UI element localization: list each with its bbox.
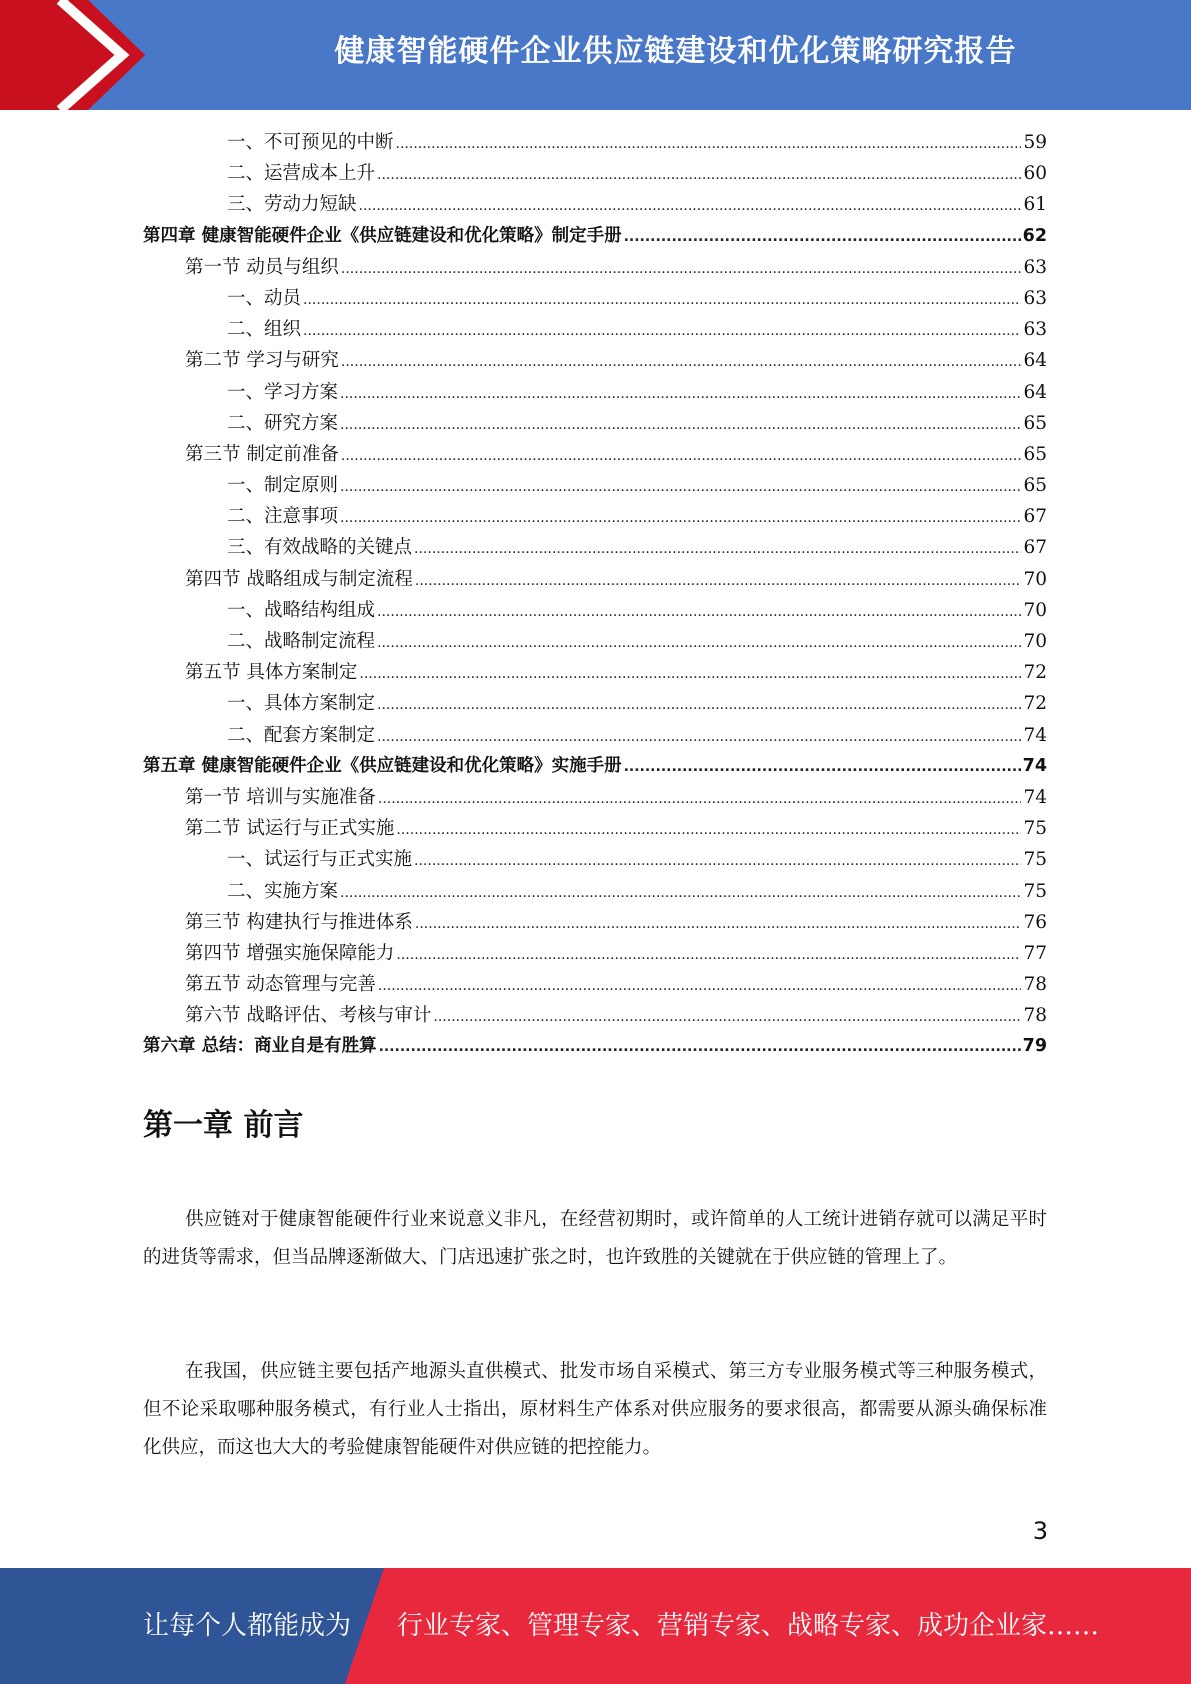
toc-entry-title: 三、有效战略的关键点 — [227, 537, 413, 559]
toc-dot-leader — [340, 410, 1021, 441]
toc-dot-leader — [359, 659, 1021, 690]
toc-dot-leader — [340, 472, 1021, 503]
toc-entry-title: 一、制定原则 — [227, 475, 339, 497]
toc-dot-leader — [377, 628, 1021, 659]
toc-page-number: 72 — [1023, 662, 1047, 684]
toc-subsection-entry[interactable] — [143, 158, 1047, 189]
footer-slogan-left: 让每个人都能成为 — [143, 1611, 352, 1641]
toc-page-number: 64 — [1023, 381, 1047, 403]
toc-dot-leader — [377, 690, 1021, 721]
toc-entry-title: 第六节 战略评估、考核与审计 — [185, 1005, 432, 1027]
toc-dot-leader — [341, 347, 1022, 378]
table-of-contents — [143, 127, 1047, 1063]
toc-entry-title: 第二节 试运行与正式实施 — [185, 818, 395, 840]
toc-entry-title: 第一节 培训与实施准备 — [185, 786, 376, 808]
toc-dot-leader — [414, 846, 1021, 877]
toc-dot-leader — [340, 503, 1021, 534]
toc-subsection-entry[interactable] — [143, 720, 1047, 751]
toc-dot-leader — [378, 971, 1022, 1002]
toc-page-number: 78 — [1023, 1005, 1047, 1027]
toc-section-entry[interactable] — [143, 657, 1047, 688]
chapter-title: 第一章 前言 — [143, 1108, 304, 1143]
toc-entry-title: 第三节 制定前准备 — [185, 443, 339, 465]
toc-subsection-entry[interactable] — [143, 595, 1047, 626]
toc-section-entry[interactable] — [143, 782, 1047, 813]
toc-dot-leader — [379, 1032, 1021, 1063]
toc-entry-title: 第一节 动员与组织 — [185, 256, 339, 278]
toc-dot-leader — [359, 191, 1022, 222]
toc-dot-leader — [378, 784, 1022, 815]
toc-page-number: 62 — [1022, 225, 1047, 246]
toc-section-entry[interactable] — [143, 252, 1047, 283]
toc-dot-leader — [377, 160, 1021, 191]
toc-page-number: 65 — [1023, 475, 1047, 497]
toc-page-number: 70 — [1023, 631, 1047, 652]
toc-entry-title: 二、配套方案制定 — [227, 724, 376, 746]
toc-chapter-entry[interactable] — [143, 221, 1047, 252]
toc-page-number: 63 — [1023, 319, 1047, 341]
toc-page-number: 67 — [1023, 537, 1047, 559]
toc-entry-title: 第四节 增强实施保障能力 — [185, 942, 395, 964]
toc-entry-title: 一、不可预见的中断 — [227, 132, 394, 153]
toc-page-number: 75 — [1023, 849, 1047, 871]
toc-page-number: 65 — [1023, 443, 1047, 465]
toc-page-number: 77 — [1023, 942, 1047, 964]
paragraph: 供应链对于健康智能硬件行业来说意义非凡，在经营初期时，或许简单的人工统计进销存就可以满足平时的进货等需求，但当品牌逐渐做大、门店迅速扩张之时，也许致胜的关键就在于供应链的管理上了。 — [143, 1209, 1047, 1268]
toc-dot-leader — [624, 752, 1021, 783]
page-header — [0, 0, 1191, 110]
toc-chapter-entry[interactable] — [143, 751, 1047, 782]
toc-section-entry[interactable] — [143, 345, 1047, 376]
toc-dot-leader — [341, 254, 1022, 285]
toc-entry-title: 二、运营成本上升 — [227, 163, 376, 185]
toc-page-number: 79 — [1022, 1036, 1047, 1057]
toc-chapter-entry[interactable] — [143, 1031, 1047, 1062]
toc-page-number: 72 — [1023, 693, 1047, 715]
toc-entry-title: 一、战略结构组成 — [227, 599, 376, 621]
toc-subsection-entry[interactable] — [143, 688, 1047, 719]
toc-subsection-entry[interactable] — [143, 532, 1047, 563]
paragraph: 在我国，供应链主要包括产地源头直供模式、批发市场自采模式、第三方专业服务模式等三种服务模式，但不论采取哪种服务模式，有行业人士指出，原材料生产体系对供应服务的要求很高，都需要从源头确保标准化供应，而这也大大的考验健康智能硬件对供应链的把控能力。 — [143, 1361, 1047, 1458]
toc-page-number: 63 — [1023, 287, 1047, 309]
toc-subsection-entry[interactable] — [143, 408, 1047, 439]
toc-dot-leader — [377, 722, 1021, 753]
toc-page-number: 70 — [1023, 599, 1047, 621]
toc-dot-leader — [396, 940, 1021, 971]
toc-page-number: 67 — [1023, 506, 1047, 528]
toc-section-entry[interactable] — [143, 439, 1047, 470]
toc-entry-title: 一、动员 — [227, 287, 302, 309]
toc-subsection-entry[interactable] — [143, 127, 1047, 158]
toc-subsection-entry[interactable] — [143, 314, 1047, 345]
toc-entry-title: 三、劳动力短缺 — [227, 194, 357, 216]
toc-subsection-entry[interactable] — [143, 283, 1047, 314]
toc-page-number: 70 — [1023, 568, 1047, 590]
toc-page-number: 59 — [1023, 132, 1047, 153]
toc-entry-title: 一、具体方案制定 — [227, 693, 376, 715]
footer-slogan-right: 行业专家、管理专家、营销专家、战略专家、成功企业家…… — [397, 1611, 1100, 1641]
toc-section-entry[interactable] — [143, 907, 1047, 938]
toc-subsection-entry[interactable] — [143, 501, 1047, 532]
toc-dot-leader — [377, 597, 1021, 628]
toc-entry-title: 第五章 健康智能硬件企业《供应链建设和优化策略》实施手册 — [143, 755, 622, 776]
toc-dot-leader — [396, 129, 1022, 160]
toc-page-number: 60 — [1023, 163, 1047, 185]
header-title: 健康智能硬件企业供应链建设和优化策略研究报告 — [334, 34, 1017, 69]
toc-section-entry[interactable] — [143, 1000, 1047, 1031]
toc-dot-leader — [414, 534, 1021, 565]
toc-section-entry[interactable] — [143, 564, 1047, 595]
toc-subsection-entry[interactable] — [143, 377, 1047, 408]
toc-page-number: 65 — [1023, 412, 1047, 434]
toc-entry-title: 第三节 构建执行与推进体系 — [185, 911, 413, 933]
toc-page-number: 75 — [1023, 818, 1047, 840]
toc-dot-leader — [303, 316, 1021, 347]
toc-entry-title: 二、组织 — [227, 319, 302, 341]
toc-page-number: 74 — [1023, 724, 1047, 746]
toc-dot-leader — [303, 285, 1021, 316]
toc-dot-leader — [396, 815, 1021, 846]
page-footer — [0, 1568, 1191, 1684]
toc-page-number: 61 — [1023, 194, 1047, 216]
toc-subsection-entry[interactable] — [143, 626, 1047, 657]
toc-page-number: 74 — [1023, 786, 1047, 808]
toc-entry-title: 二、实施方案 — [227, 880, 339, 902]
toc-subsection-entry[interactable] — [143, 470, 1047, 501]
toc-entry-title: 第四节 战略组成与制定流程 — [185, 568, 413, 590]
toc-section-entry[interactable] — [143, 969, 1047, 1000]
toc-section-entry[interactable] — [143, 813, 1047, 844]
toc-dot-leader — [433, 1002, 1021, 1033]
toc-page-number: 74 — [1022, 755, 1047, 776]
toc-page-number: 76 — [1023, 911, 1047, 933]
toc-dot-leader — [624, 222, 1021, 253]
toc-page-number: 64 — [1023, 350, 1047, 372]
toc-dot-leader — [415, 566, 1022, 597]
toc-entry-title: 第五节 具体方案制定 — [185, 662, 358, 684]
toc-subsection-entry[interactable] — [143, 876, 1047, 907]
toc-section-entry[interactable] — [143, 938, 1047, 969]
toc-page-number: 78 — [1023, 974, 1047, 996]
toc-entry-title: 第六章 总结：商业自是有胜算 — [143, 1036, 377, 1057]
toc-subsection-entry[interactable] — [143, 189, 1047, 220]
toc-entry-title: 二、战略制定流程 — [227, 631, 376, 652]
toc-dot-leader — [341, 441, 1022, 472]
toc-subsection-entry[interactable] — [143, 844, 1047, 875]
toc-entry-title: 第四章 健康智能硬件企业《供应链建设和优化策略》制定手册 — [143, 225, 622, 246]
toc-dot-leader — [415, 909, 1022, 940]
toc-dot-leader — [340, 878, 1021, 909]
toc-entry-title: 一、学习方案 — [227, 381, 339, 403]
toc-entry-title: 二、注意事项 — [227, 506, 339, 528]
toc-dot-leader — [340, 379, 1021, 410]
toc-page-number: 75 — [1023, 880, 1047, 902]
toc-page-number: 63 — [1023, 256, 1047, 278]
toc-entry-title: 第五节 动态管理与完善 — [185, 974, 376, 996]
toc-entry-title: 第二节 学习与研究 — [185, 350, 339, 372]
toc-entry-title: 二、研究方案 — [227, 412, 339, 434]
toc-entry-title: 一、试运行与正式实施 — [227, 849, 413, 871]
page-number: 3 — [1032, 1517, 1048, 1545]
